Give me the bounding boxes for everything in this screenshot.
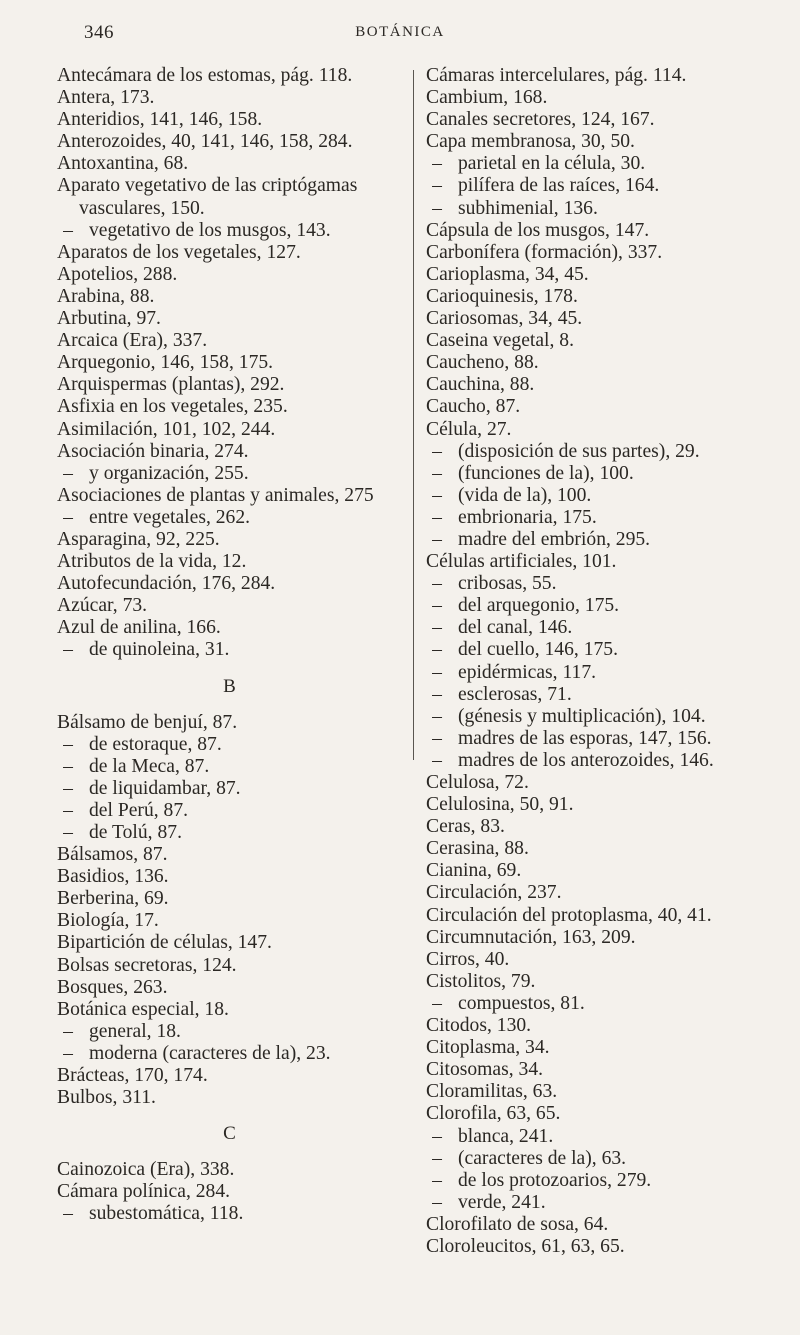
index-entry bbox=[426, 905, 778, 927]
entry-text: y organización, 255. bbox=[89, 462, 249, 484]
index-entry bbox=[426, 949, 778, 971]
ditto-dash: – bbox=[63, 822, 73, 843]
ditto-dash: – bbox=[432, 661, 442, 683]
index-entry bbox=[426, 882, 778, 904]
index-entry bbox=[426, 264, 778, 286]
index-entry bbox=[426, 860, 778, 882]
entry-text: Azúcar, 73. bbox=[57, 595, 148, 617]
entry-text: Bipartición de células, 147. bbox=[57, 932, 272, 954]
ditto-dash: – bbox=[432, 1125, 442, 1147]
index-entry bbox=[57, 932, 402, 954]
entry-text: Carioquinesis, 178. bbox=[426, 285, 578, 307]
ditto-dash: – bbox=[432, 727, 442, 749]
ditto-dash: – bbox=[432, 440, 442, 462]
index-entry bbox=[57, 910, 402, 932]
entry-text: subestomática, 118. bbox=[89, 1203, 244, 1225]
ditto-dash: – bbox=[63, 777, 73, 799]
index-entry bbox=[57, 595, 402, 617]
entry-text: verde, 241. bbox=[458, 1191, 546, 1213]
entry-text: de quinoleina, 31. bbox=[89, 639, 230, 661]
index-entry bbox=[426, 927, 778, 949]
index-entry bbox=[57, 1065, 402, 1087]
entry-text: (funciones de la), 100. bbox=[458, 462, 634, 484]
index-entry bbox=[426, 1214, 778, 1236]
entry-text: Asociaciones de plantas y animales, 275 bbox=[57, 484, 374, 506]
ditto-dash: – bbox=[63, 1042, 73, 1064]
index-subentry bbox=[426, 441, 778, 463]
entry-text: Antera, 173. bbox=[57, 87, 155, 109]
ditto-dash: – bbox=[432, 197, 442, 219]
index-subentry bbox=[426, 1170, 778, 1192]
entry-text: Azul de anilina, 166. bbox=[57, 617, 221, 639]
entry-text: de Tolú, 87. bbox=[89, 822, 182, 843]
section-letter-heading: B bbox=[223, 675, 236, 697]
entry-text: vegetativo de los musgos, 143. bbox=[89, 219, 331, 241]
index-subentry bbox=[426, 684, 778, 706]
entry-text: madre del embrión, 295. bbox=[458, 528, 651, 550]
index-entry bbox=[57, 65, 402, 87]
index-subentry bbox=[426, 595, 778, 617]
entry-text: Bosques, 263. bbox=[57, 976, 168, 998]
index-subentry bbox=[426, 463, 778, 485]
index-subentry bbox=[57, 778, 402, 800]
entry-text: Biología, 17. bbox=[57, 910, 159, 932]
entry-text: Cápsula de los musgos, 147. bbox=[426, 219, 650, 241]
index-entry bbox=[426, 838, 778, 860]
entry-text: Antecámara de los estomas, pág. 118. bbox=[57, 65, 353, 86]
index-entry bbox=[57, 352, 402, 374]
entry-text: Antoxantina, 68. bbox=[57, 153, 189, 175]
entry-text: Bulbos, 311. bbox=[57, 1087, 156, 1109]
entry-text: Cianina, 69. bbox=[426, 860, 522, 882]
index-entry bbox=[426, 352, 778, 374]
index-entry bbox=[426, 65, 778, 87]
index-entry bbox=[426, 816, 778, 838]
entry-text: epidérmicas, 117. bbox=[458, 661, 597, 683]
index-subentry bbox=[57, 1203, 402, 1225]
index-subentry bbox=[57, 822, 402, 844]
index-subentry bbox=[57, 507, 402, 529]
entry-text: Anterozoides, 40, 141, 146, 158, 284. bbox=[57, 131, 353, 153]
index-entry bbox=[426, 971, 778, 993]
entry-text: Circumnutación, 163, 209. bbox=[426, 926, 636, 948]
entry-text: cribosas, 55. bbox=[458, 573, 557, 595]
ditto-dash: – bbox=[63, 799, 73, 821]
index-entry bbox=[57, 712, 402, 734]
entry-text: de los protozoarios, 279. bbox=[458, 1169, 652, 1191]
index-subentry bbox=[426, 485, 778, 507]
index-entry bbox=[426, 1037, 778, 1059]
index-entry bbox=[57, 866, 402, 888]
index-entry bbox=[57, 264, 402, 286]
index-entry bbox=[57, 888, 402, 910]
entry-text: Celulosina, 50, 91. bbox=[426, 794, 574, 816]
index-subentry bbox=[426, 507, 778, 529]
index-subentry bbox=[426, 1192, 778, 1214]
entry-text: Basidios, 136. bbox=[57, 866, 169, 888]
entry-text: Botánica especial, 18. bbox=[57, 998, 229, 1020]
entry-text: (génesis y multiplicación), 104. bbox=[458, 705, 706, 727]
entry-text: Apotelios, 288. bbox=[57, 263, 178, 285]
index-entry bbox=[426, 1081, 778, 1103]
index-subentry bbox=[57, 639, 402, 661]
entry-text: entre vegetales, 262. bbox=[89, 506, 251, 528]
ditto-dash: – bbox=[63, 1203, 73, 1225]
index-entry bbox=[426, 131, 778, 153]
ditto-dash: – bbox=[432, 1147, 442, 1169]
index-subentry bbox=[57, 1043, 402, 1065]
section-letter-heading: C bbox=[223, 1123, 236, 1145]
index-subentry bbox=[57, 800, 402, 822]
entry-text: Aparatos de los vegetales, 127. bbox=[57, 241, 301, 263]
index-entry bbox=[426, 772, 778, 794]
ditto-dash: – bbox=[63, 506, 73, 528]
entry-text: Cambium, 168. bbox=[426, 87, 548, 109]
index-entry bbox=[57, 441, 402, 463]
index-subentry bbox=[426, 993, 778, 1015]
entry-text: Asociación binaria, 274. bbox=[57, 440, 249, 462]
index-subentry bbox=[426, 639, 778, 661]
entry-text: Anteridios, 141, 146, 158. bbox=[57, 109, 263, 131]
entry-text: Circulación del protoplasma, 40, 41. bbox=[426, 904, 712, 926]
ditto-dash: – bbox=[432, 992, 442, 1014]
index-entry bbox=[57, 286, 402, 308]
index-subentry bbox=[426, 573, 778, 595]
index-entry bbox=[57, 999, 402, 1021]
entry-text: Capa membranosa, 30, 50. bbox=[426, 131, 635, 153]
index-subentry bbox=[57, 756, 402, 778]
entry-text: Cariosomas, 34, 45. bbox=[426, 308, 583, 330]
entry-text: de estoraque, 87. bbox=[89, 733, 222, 755]
entry-text: Atributos de la vida, 12. bbox=[57, 551, 247, 573]
index-entry bbox=[57, 153, 402, 175]
entry-text: (disposición de sus partes), 29. bbox=[458, 440, 700, 462]
entry-text: Autofecundación, 176, 284. bbox=[57, 573, 276, 595]
entry-text: madres de los anterozoides, 146. bbox=[458, 749, 714, 771]
index-subentry bbox=[57, 1021, 402, 1043]
index-entry bbox=[426, 330, 778, 352]
ditto-dash: – bbox=[432, 749, 442, 771]
ditto-dash: – bbox=[432, 484, 442, 506]
entry-text: (caracteres de la), 63. bbox=[458, 1147, 627, 1169]
entry-text: de la Meca, 87. bbox=[89, 755, 210, 777]
ditto-dash: – bbox=[432, 506, 442, 528]
entry-text: Celulosa, 72. bbox=[426, 772, 529, 793]
ditto-dash: – bbox=[432, 1169, 442, 1191]
index-entry bbox=[426, 1059, 778, 1081]
index-entry bbox=[426, 419, 778, 441]
index-entry bbox=[426, 308, 778, 330]
entry-text: general, 18. bbox=[89, 1020, 181, 1042]
entry-text: Arabina, 88. bbox=[57, 285, 155, 307]
entry-text: blanca, 241. bbox=[458, 1125, 554, 1147]
entry-text: del cuello, 146, 175. bbox=[458, 639, 618, 661]
index-entry bbox=[57, 551, 402, 573]
entry-text: moderna (caracteres de la), 23. bbox=[89, 1042, 331, 1064]
ditto-dash: – bbox=[63, 639, 73, 661]
entry-text: (vida de la), 100. bbox=[458, 484, 592, 506]
index-entry bbox=[426, 794, 778, 816]
index-entry bbox=[57, 109, 402, 131]
entry-text: madres de las esporas, 147, 156. bbox=[458, 727, 712, 749]
page-number: 346 bbox=[84, 22, 114, 43]
index-subentry bbox=[426, 1126, 778, 1148]
index-column-right bbox=[426, 65, 778, 1258]
index-subentry bbox=[426, 662, 778, 684]
index-entry bbox=[57, 977, 402, 999]
entry-text: Arquispermas (plantas), 292. bbox=[57, 374, 285, 396]
entry-text: Aparato vegetativo de las criptógamas bbox=[57, 175, 358, 197]
index-subentry bbox=[57, 463, 402, 485]
entry-text: Cauchina, 88. bbox=[426, 374, 535, 396]
ditto-dash: – bbox=[63, 733, 73, 755]
entry-text: Ceras, 83. bbox=[426, 816, 505, 838]
entry-text: Asfixia en los vegetales, 235. bbox=[57, 396, 288, 418]
index-subentry bbox=[57, 220, 402, 242]
entry-text: Citoplasma, 34. bbox=[426, 1037, 550, 1059]
index-entry bbox=[426, 1015, 778, 1037]
entry-text: pilífera de las raíces, 164. bbox=[458, 175, 660, 197]
index-subentry bbox=[426, 706, 778, 728]
entry-text: Cloroleucitos, 61, 63, 65. bbox=[426, 1235, 625, 1257]
index-entry bbox=[57, 175, 402, 197]
entry-text: Cámara polínica, 284. bbox=[57, 1181, 231, 1203]
ditto-dash: – bbox=[432, 175, 442, 197]
entry-text: Cámaras intercelulares, pág. 114. bbox=[426, 65, 687, 86]
index-entry bbox=[426, 551, 778, 573]
entry-text: del canal, 146. bbox=[458, 617, 573, 639]
ditto-dash: – bbox=[432, 683, 442, 705]
ditto-dash: – bbox=[432, 528, 442, 550]
entry-text: Citodos, 130. bbox=[426, 1015, 532, 1037]
index-entry bbox=[57, 419, 402, 441]
entry-text: Clorofilato de sosa, 64. bbox=[426, 1213, 609, 1235]
entry-text: Arcaica (Era), 337. bbox=[57, 330, 208, 352]
index-entry bbox=[57, 87, 402, 109]
entry-text: Carioplasma, 34, 45. bbox=[426, 263, 589, 285]
index-subentry bbox=[426, 175, 778, 197]
entry-text: Canales secretores, 124, 167. bbox=[426, 109, 655, 131]
index-entry bbox=[426, 87, 778, 109]
index-entry bbox=[57, 844, 402, 866]
index-entry bbox=[57, 1159, 402, 1181]
entry-text: Arquegonio, 146, 158, 175. bbox=[57, 352, 274, 374]
entry-text: vasculares, 150. bbox=[79, 197, 205, 219]
entry-text: Arbutina, 97. bbox=[57, 308, 161, 330]
entry-text: de liquidambar, 87. bbox=[89, 777, 241, 799]
index-entry bbox=[57, 242, 402, 264]
entry-text: Circulación, 237. bbox=[426, 882, 562, 904]
index-subentry bbox=[426, 529, 778, 551]
ditto-dash: – bbox=[432, 153, 442, 175]
entry-text: Caucheno, 88. bbox=[426, 352, 539, 374]
page-header bbox=[0, 22, 800, 52]
ditto-dash: – bbox=[63, 462, 73, 484]
entry-text: Brácteas, 170, 174. bbox=[57, 1065, 208, 1087]
ditto-dash: – bbox=[432, 462, 442, 484]
index-entry bbox=[426, 1103, 778, 1125]
index-column-left bbox=[57, 65, 402, 1226]
entry-text: Carbonífera (formación), 337. bbox=[426, 241, 663, 263]
index-entry bbox=[57, 955, 402, 977]
entry-text: Célula, 27. bbox=[426, 418, 512, 440]
ditto-dash: – bbox=[432, 705, 442, 727]
entry-text: Berberina, 69. bbox=[57, 888, 169, 910]
index-subentry bbox=[426, 750, 778, 772]
entry-text: Cirros, 40. bbox=[426, 948, 510, 970]
ditto-dash: – bbox=[63, 219, 73, 241]
index-entry bbox=[57, 529, 402, 551]
entry-text: Células artificiales, 101. bbox=[426, 551, 617, 573]
ditto-dash: – bbox=[432, 639, 442, 661]
index-entry bbox=[57, 617, 402, 639]
entry-text: del Perú, 87. bbox=[89, 799, 189, 821]
index-entry bbox=[426, 109, 778, 131]
ditto-dash: – bbox=[432, 617, 442, 639]
ditto-dash: – bbox=[432, 1191, 442, 1213]
index-entry bbox=[426, 374, 778, 396]
running-title: BOTÁNICA bbox=[355, 24, 445, 40]
index-entry bbox=[426, 220, 778, 242]
index-entry bbox=[57, 374, 402, 396]
entry-text: Cainozoica (Era), 338. bbox=[57, 1159, 235, 1181]
index-entry bbox=[57, 1181, 402, 1203]
ditto-dash: – bbox=[432, 595, 442, 617]
index-subentry bbox=[426, 1148, 778, 1170]
entry-text: Caseina vegetal, 8. bbox=[426, 330, 574, 352]
index-entry bbox=[57, 1087, 402, 1109]
index-entry bbox=[57, 131, 402, 153]
entry-text: subhimenial, 136. bbox=[458, 197, 598, 219]
entry-text: Clorofila, 63, 65. bbox=[426, 1103, 561, 1125]
index-entry bbox=[57, 330, 402, 352]
entry-text: Cerasina, 88. bbox=[426, 838, 529, 860]
entry-text: compuestos, 81. bbox=[458, 992, 585, 1014]
index-subentry bbox=[426, 198, 778, 220]
index-subentry bbox=[426, 617, 778, 639]
entry-text: embrionaria, 175. bbox=[458, 506, 597, 528]
index-entry bbox=[57, 198, 402, 220]
entry-text: Citosomas, 34. bbox=[426, 1059, 544, 1081]
index-subentry bbox=[57, 734, 402, 756]
entry-text: Bolsas secretoras, 124. bbox=[57, 954, 237, 976]
index-entry bbox=[426, 396, 778, 418]
entry-text: Asimilación, 101, 102, 244. bbox=[57, 418, 276, 440]
index-entry bbox=[426, 286, 778, 308]
entry-text: Asparagina, 92, 225. bbox=[57, 528, 220, 550]
ditto-dash: – bbox=[432, 573, 442, 595]
entry-text: Caucho, 87. bbox=[426, 396, 521, 418]
index-entry bbox=[57, 485, 402, 507]
index-entry bbox=[426, 242, 778, 264]
ditto-dash: – bbox=[63, 1020, 73, 1042]
entry-text: Bálsamo de benjuí, 87. bbox=[57, 711, 238, 733]
index-subentry bbox=[426, 153, 778, 175]
ditto-dash: – bbox=[63, 755, 73, 777]
index-entry bbox=[57, 573, 402, 595]
index-entry bbox=[57, 396, 402, 418]
entry-text: parietal en la célula, 30. bbox=[458, 153, 646, 175]
index-subentry bbox=[426, 728, 778, 750]
entry-text: Bálsamos, 87. bbox=[57, 844, 168, 866]
column-divider bbox=[413, 70, 414, 760]
index-entry bbox=[57, 308, 402, 330]
entry-text: del arquegonio, 175. bbox=[458, 595, 620, 617]
index-entry bbox=[426, 1236, 778, 1258]
entry-text: esclerosas, 71. bbox=[458, 683, 572, 705]
entry-text: Cloramilitas, 63. bbox=[426, 1081, 558, 1103]
entry-text: Cistolitos, 79. bbox=[426, 970, 536, 992]
